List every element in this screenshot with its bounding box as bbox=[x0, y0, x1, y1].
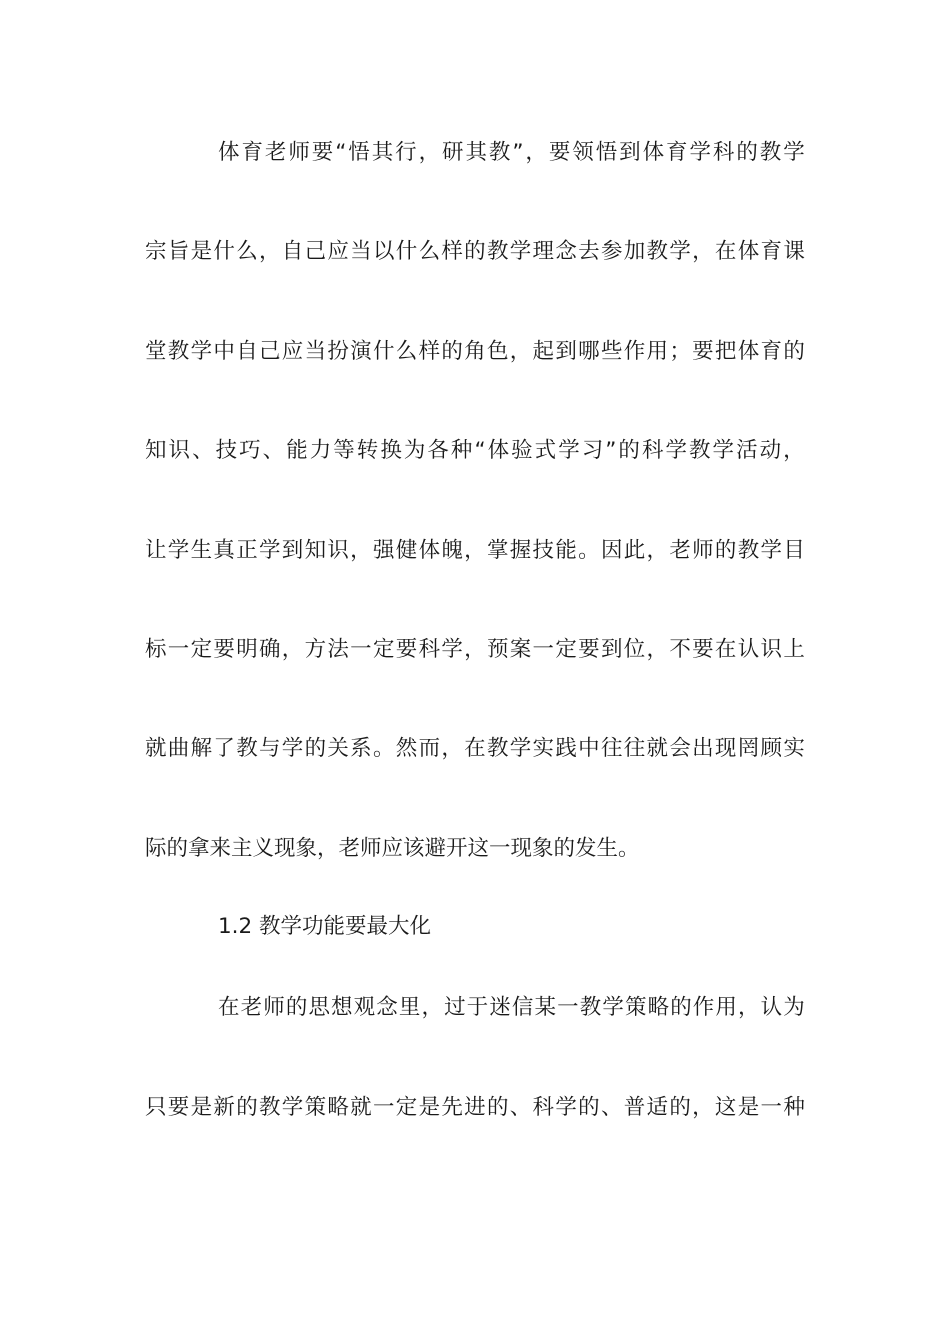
paragraph-1-line-4: 知 识 、 技 巧 、 能 力 等 转 换 为 各 种 “ 体 验 式 学 习 ” 的 科 学 教 学 活 动 ， bbox=[145, 438, 805, 463]
paragraph-1-line-1: 体 育 老 师 要 “ 悟 其 行 ， 研 其 教 ” ， 要 领 悟 到 体 育 学 科 的 教 学 bbox=[218, 140, 805, 165]
paragraph-1-line-8: 际的拿来主义现象，老师应该避开这一现象的发生。 bbox=[145, 836, 640, 861]
paragraph-1-line-7: 就 曲 解 了 教 与 学 的 关 系 。 然 而 ， 在 教 学 实 践 中 往 往 就 会 出 现 罔 顾 实 bbox=[145, 736, 805, 761]
paragraph-1-line-3: 堂 教 学 中 自 己 应 当 扮 演 什 么 样 的 角 色 ， 起 到 哪 些 作 用 ； 要 把 体 育 的 bbox=[145, 339, 805, 364]
paragraph-1-line-6: 标 一 定 要 明 确 ， 方 法 一 定 要 科 学 ， 预 案 一 定 要 到 位 ， 不 要 在 认 识 上 bbox=[145, 637, 805, 662]
section-heading: 1.2 教学功能要最大化 bbox=[218, 914, 432, 939]
paragraph-1-line-5: 让 学 生 真 正 学 到 知 识 ， 强 健 体 魄 ， 掌 握 技 能 。 因 此 ， 老 师 的 教 学 目 bbox=[145, 538, 805, 563]
paragraph-1-line-2: 宗 旨 是 什 么 ， 自 己 应 当 以 什 么 样 的 教 学 理 念 去 参 加 教 学 ， 在 体 育 课 bbox=[145, 239, 805, 264]
paragraph-2-line-1: 在 老 师 的 思 想 观 念 里 ， 过 于 迷 信 某 一 教 学 策 略 的 作 用 ， 认 为 bbox=[218, 995, 805, 1020]
paragraph-2-line-2: 只 要 是 新 的 教 学 策 略 就 一 定 是 先 进 的 、 科 学 的 、 普 适 的 ， 这 是 一 种 bbox=[145, 1095, 805, 1120]
